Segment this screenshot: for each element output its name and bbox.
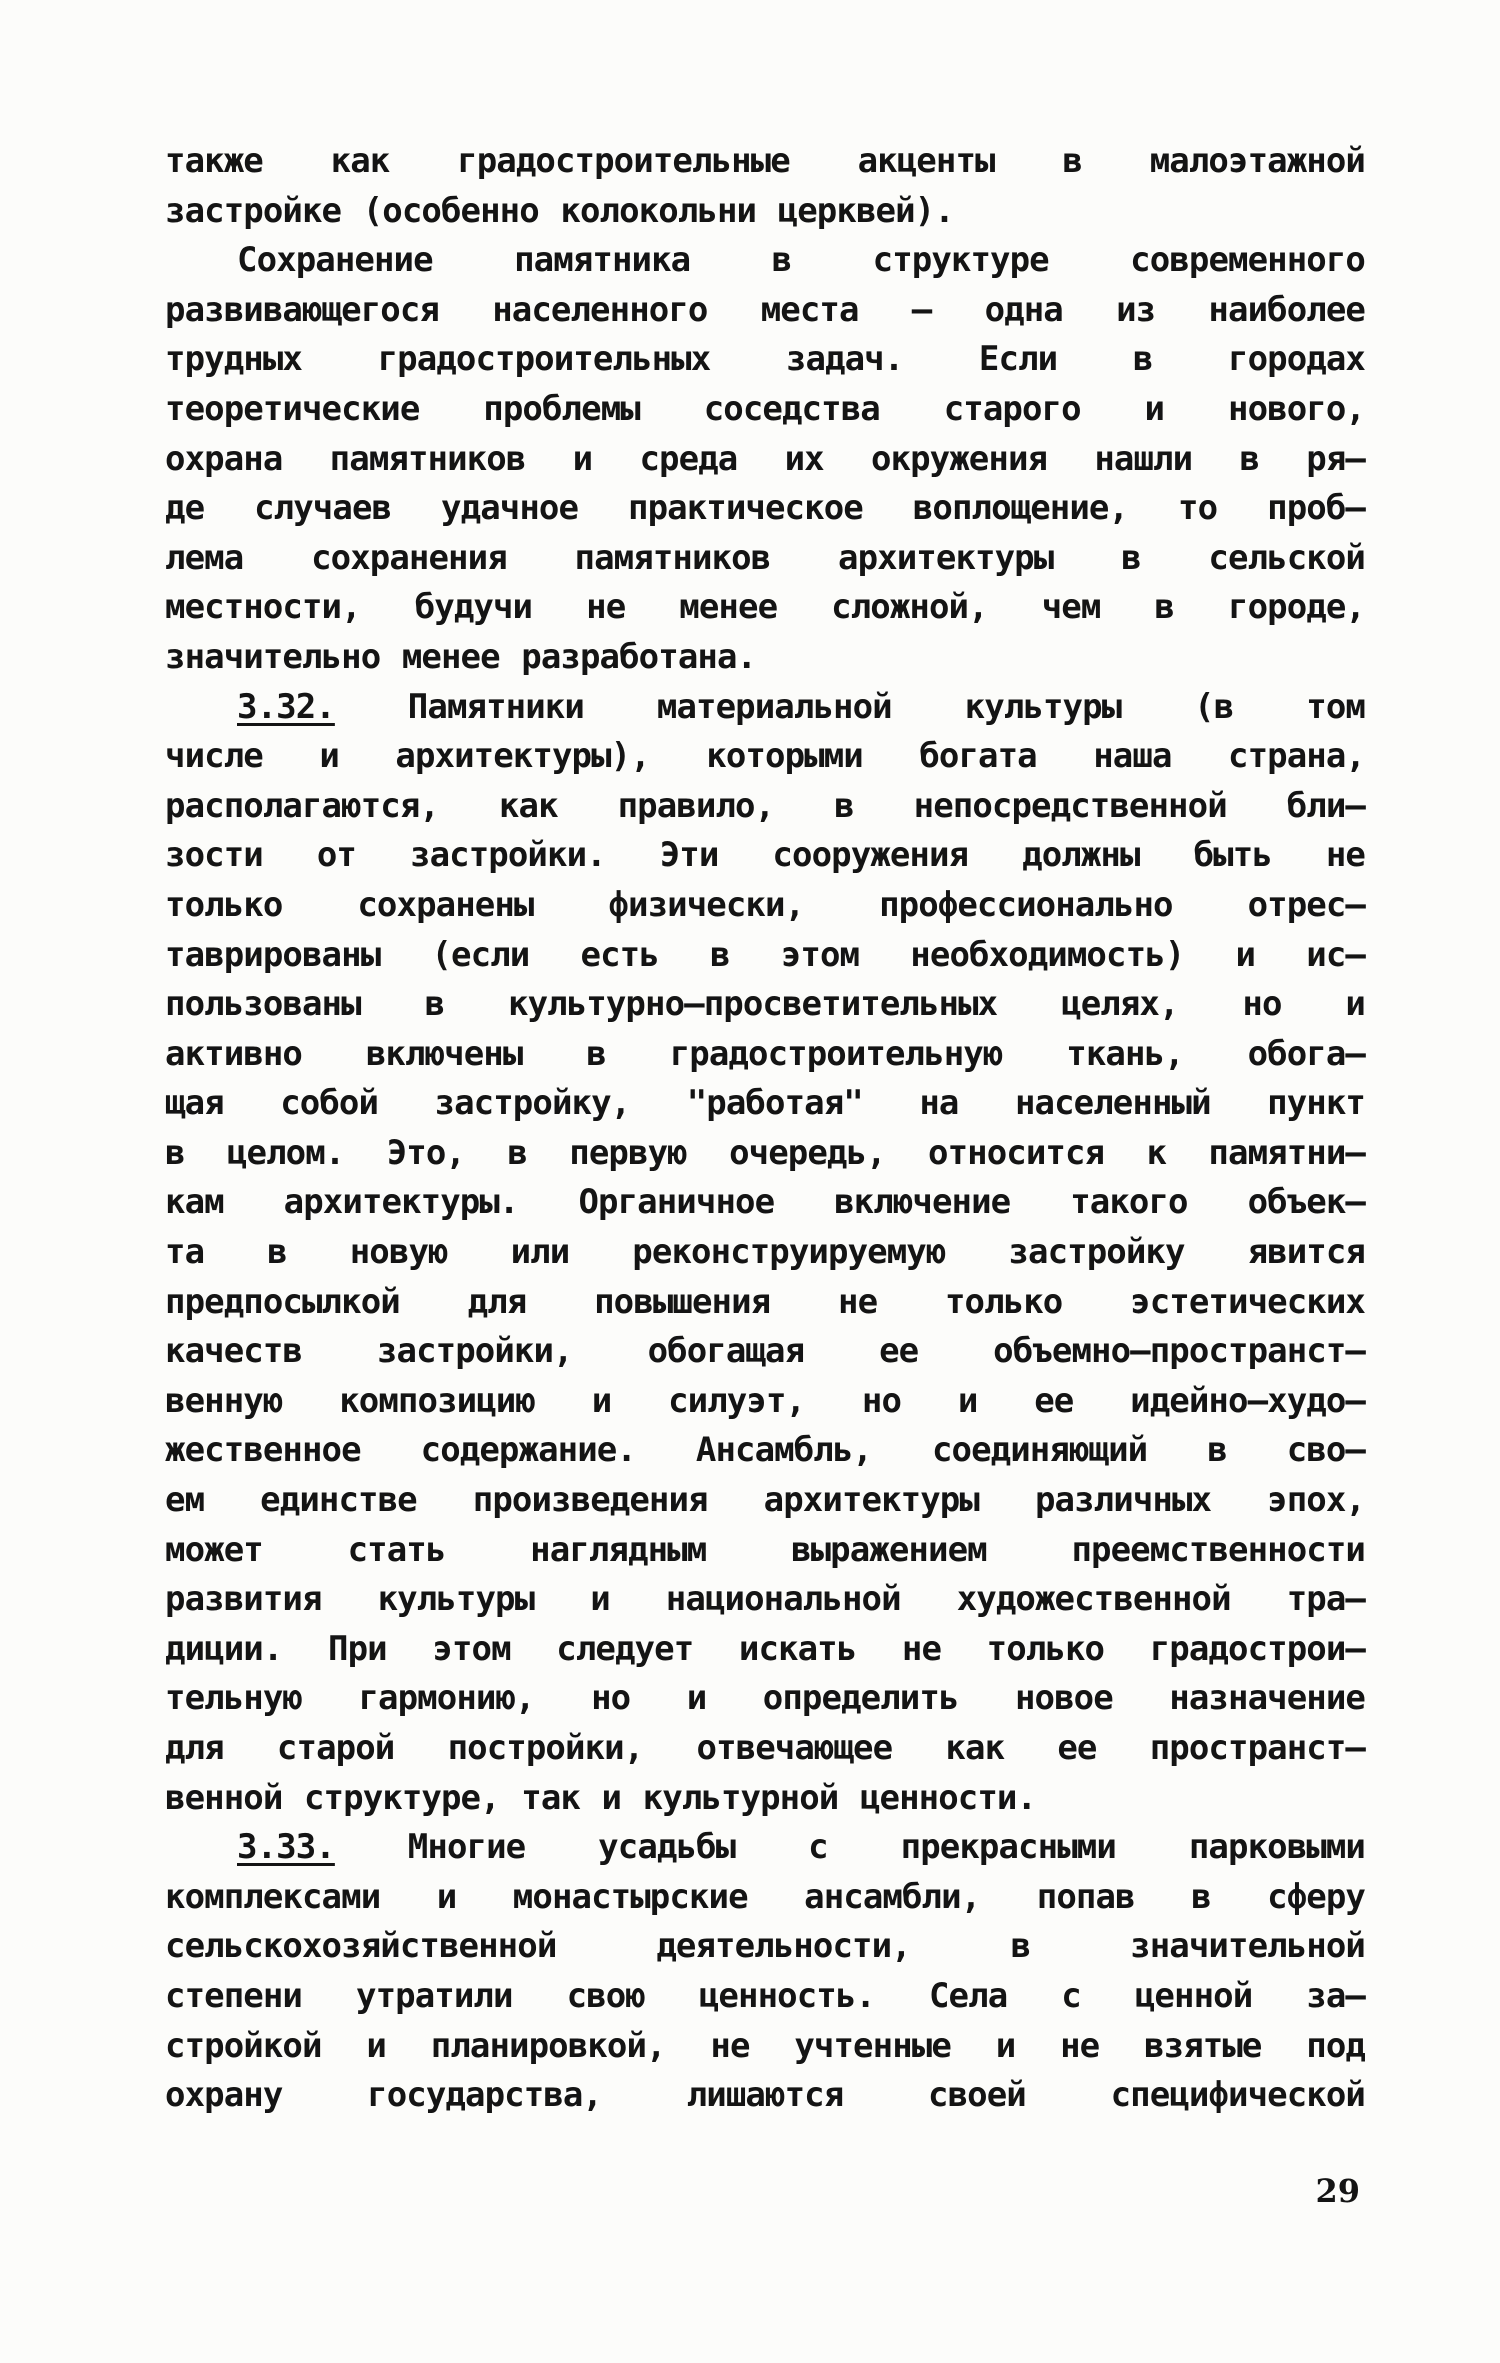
text-line: предпосылкой для повышения не только эстетических — [165, 1281, 1365, 1322]
text-line: трудных градостроительных задач. Если в городах — [165, 339, 1365, 380]
text-line: в целом. Это, в первую очередь, относится к памятни– — [165, 1132, 1365, 1173]
text-line: активно включены в градостроительную ткань, обога– — [165, 1033, 1365, 1074]
text-line: комплексами и монастырские ансамбли, попав в сферу — [165, 1876, 1365, 1917]
text-line: жественное содержание. Ансамбль, соединяющий в сво– — [165, 1430, 1365, 1471]
paragraph-3-33 — [165, 1823, 1365, 2121]
text-line: теоретические проблемы соседства старого и нового, — [165, 388, 1365, 429]
text-line: венную композицию и силуэт, но и ее идейно–худо– — [165, 1380, 1365, 1421]
text-line: для старой постройки, отвечающее как ее пространст– — [165, 1728, 1365, 1768]
page-number: 29 — [1315, 2172, 1360, 2210]
text-line: развивающегося населенного места – одна из наиболее — [165, 289, 1365, 330]
text-line: кам архитектуры. Органичное включение такого объек– — [165, 1182, 1365, 1223]
text-line: венной структуре, так и культурной ценности. — [165, 1777, 1037, 1818]
text-line: охрану государства, лишаются своей специфической — [165, 2075, 1365, 2116]
text-line: охрана памятников и среда их окружения нашли в ря– — [165, 438, 1365, 479]
paragraph-monument-preservation — [165, 236, 1365, 682]
paragraph-continuation — [165, 137, 1365, 236]
text-line: может стать наглядным выражением преемственности — [165, 1529, 1365, 1570]
section-number: 3.32. — [237, 686, 335, 727]
text-line: местности, будучи не менее сложной, чем в городе, — [165, 587, 1365, 628]
text-line: ем единстве произведения архитектуры различных эпох, — [165, 1480, 1365, 1521]
text-line — [165, 683, 1365, 733]
body-text — [165, 137, 1365, 2121]
text-line: пользованы в культурно–просветительных целях, но и — [165, 984, 1365, 1025]
text-line: Сохранение памятника в структуре современного — [237, 240, 1365, 281]
text-line: числе и архитектуры), которыми богата наша страна, — [165, 736, 1365, 777]
text-line: таврированы (если есть в этом необходимость) и ис– — [165, 934, 1365, 975]
section-number: 3.33. — [237, 1827, 335, 1868]
text-line: располагаются, как правило, в непосредственной бли– — [165, 785, 1365, 826]
paragraph-3-32 — [165, 683, 1365, 1824]
text-line: также как градостроительные акценты в малоэтажной — [165, 141, 1365, 181]
text-line: зости от застройки. Эти сооружения должны быть не — [165, 835, 1365, 876]
text-line-content: Памятники материальной культуры (в том — [334, 686, 1365, 727]
text-line: диции. При этом следует искать не только градострои– — [165, 1628, 1365, 1669]
text-line: развития культуры и национальной художественной тра– — [165, 1579, 1365, 1620]
text-line: степени утратили свою ценность. Села с ценной за– — [165, 1975, 1365, 2016]
text-line: лема сохранения памятников архитектуры в сельской — [165, 537, 1365, 578]
text-line: тельную гармонию, но и определить новое назначение — [165, 1678, 1365, 1719]
text-line-content: Многие усадьбы с прекрасными парковыми — [334, 1827, 1365, 1868]
text-line: значительно менее разработана. — [165, 636, 757, 677]
text-line: только сохранены физически, профессионально отрес– — [165, 884, 1365, 925]
text-line: де случаев удачное практическое воплощение, то проб– — [165, 488, 1365, 529]
text-line — [165, 1823, 1365, 1873]
text-line: та в новую или реконструируемую застройку явится — [165, 1232, 1365, 1273]
text-line: качеств застройки, обогащая ее объемно–пространст– — [165, 1331, 1365, 1372]
text-line: сельскохозяйственной деятельности, в значительной — [165, 1926, 1365, 1967]
text-line: щая собой застройку, "работая" на населенный пункт — [165, 1083, 1365, 1124]
text-line: застройке (особенно колокольни церквей). — [165, 190, 954, 231]
text-line: стройкой и планировкой, не учтенные и не взятые под — [165, 2025, 1365, 2066]
